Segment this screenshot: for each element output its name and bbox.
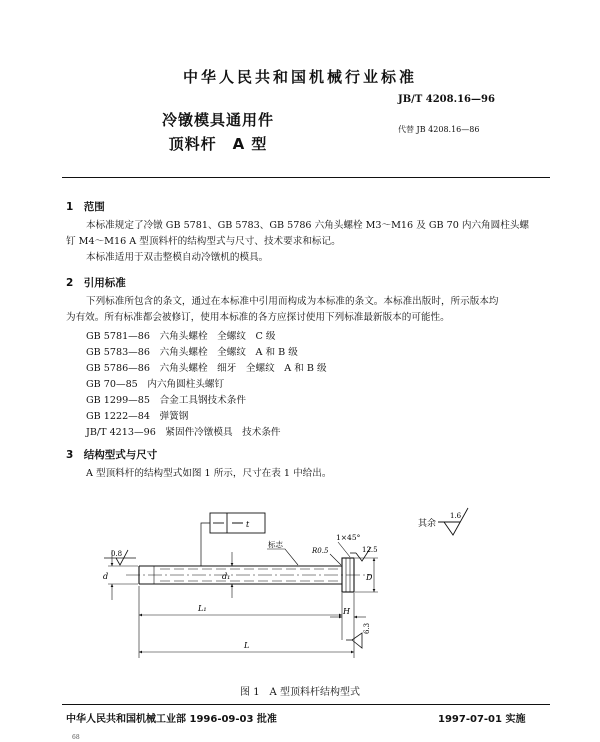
reference-item: GB 1299—85 合金工具钢技术条件 — [86, 395, 246, 406]
dim-d1-label: d₁ — [222, 572, 231, 581]
section-1-para-1-line-2: 钉 M4～M16 A 型顶料杆的结构型式与尺寸、技术要求和标记。 — [66, 236, 341, 247]
section-2-heading: 2 引用标准 — [66, 277, 126, 289]
roughness-rest-label: 其余 — [418, 519, 437, 529]
radius-label: R0.5 — [312, 547, 329, 555]
section-1-heading: 1 范围 — [66, 201, 105, 213]
marking-label: 标志 — [268, 540, 283, 549]
tolerance-frame — [201, 513, 265, 566]
figure-1-drawing — [0, 490, 600, 680]
section-2-para-line-1: 下列标准所包含的条文，通过在本标准中引用而构成为本标准的条文。本标准出版时，所示版本均 — [86, 296, 499, 307]
tolerance-value: t — [246, 520, 250, 529]
dim-L-label: L — [244, 641, 250, 650]
reference-item: GB 5786—86 六角头螺栓 细牙 全螺纹 A 和 B 级 — [86, 363, 327, 374]
issuing-organization: 中华人民共和国机械行业标准 — [182, 68, 417, 86]
footer-rule — [62, 704, 550, 705]
roughness-12.5-text: 12.5 — [362, 546, 378, 554]
dim-d-label: d — [103, 572, 109, 581]
page-number: 68 — [72, 734, 80, 741]
implementation-line: 1997-07-01 实施 — [438, 714, 526, 725]
reference-item: GB 5783—86 六角头螺栓 全螺纹 A 和 B 级 — [86, 347, 298, 358]
section-3-heading: 3 结构型式与尺寸 — [66, 449, 158, 461]
figure-caption: 图 1 A 型顶料杆结构型式 — [240, 687, 360, 698]
reference-item: GB 70—85 内六角圆柱头螺钉 — [86, 379, 225, 390]
dim-L1-label: L₁ — [198, 604, 207, 613]
dim-D-label: D — [366, 573, 373, 582]
approval-line: 中华人民共和国机械工业部 1996-09-03 批准 — [66, 714, 277, 725]
reference-item: JB/T 4213—96 紧固件冷镦模具 技术条件 — [86, 427, 281, 438]
title-line-1: 冷镦模具通用件 — [161, 111, 274, 129]
standard-number: JB/T 4208.16—96 — [398, 94, 495, 105]
section-1-para-2: 本标准适用于双击整模自动冷镦机的模具。 — [86, 252, 269, 263]
dim-H-label: H — [343, 607, 350, 616]
replaces-standard: 代替 JB 4208.16—86 — [398, 125, 480, 134]
roughness-1.6-text: 1.6 — [450, 512, 462, 520]
reference-item: GB 1222—84 弹簧钢 — [86, 411, 189, 422]
chamfer-label: 1×45° — [336, 533, 361, 542]
header-rule — [62, 177, 550, 178]
section-2-para-line-2: 为有效。所有标准都会被修订，使用本标准的各方应探讨使用下列标准最新版本的可能性。 — [66, 312, 450, 323]
reference-item: GB 5781—86 六角头螺栓 全螺纹 C 级 — [86, 331, 276, 342]
title-line-2: 顶料杆 A 型 — [168, 135, 268, 153]
section-1-para-1-line-1: 本标准规定了冷镦 GB 5781、GB 5783、GB 5786 六角头螺栓 M3～M16 及 GB 70 内六角圆柱头螺 — [86, 220, 530, 231]
section-3-para: A 型顶料杆的结构型式如图 1 所示，尺寸在表 1 中给出。 — [86, 468, 332, 479]
roughness-6.3-text: 6.3 — [363, 622, 371, 634]
roughness-0.8-text: 0.8 — [111, 550, 123, 558]
